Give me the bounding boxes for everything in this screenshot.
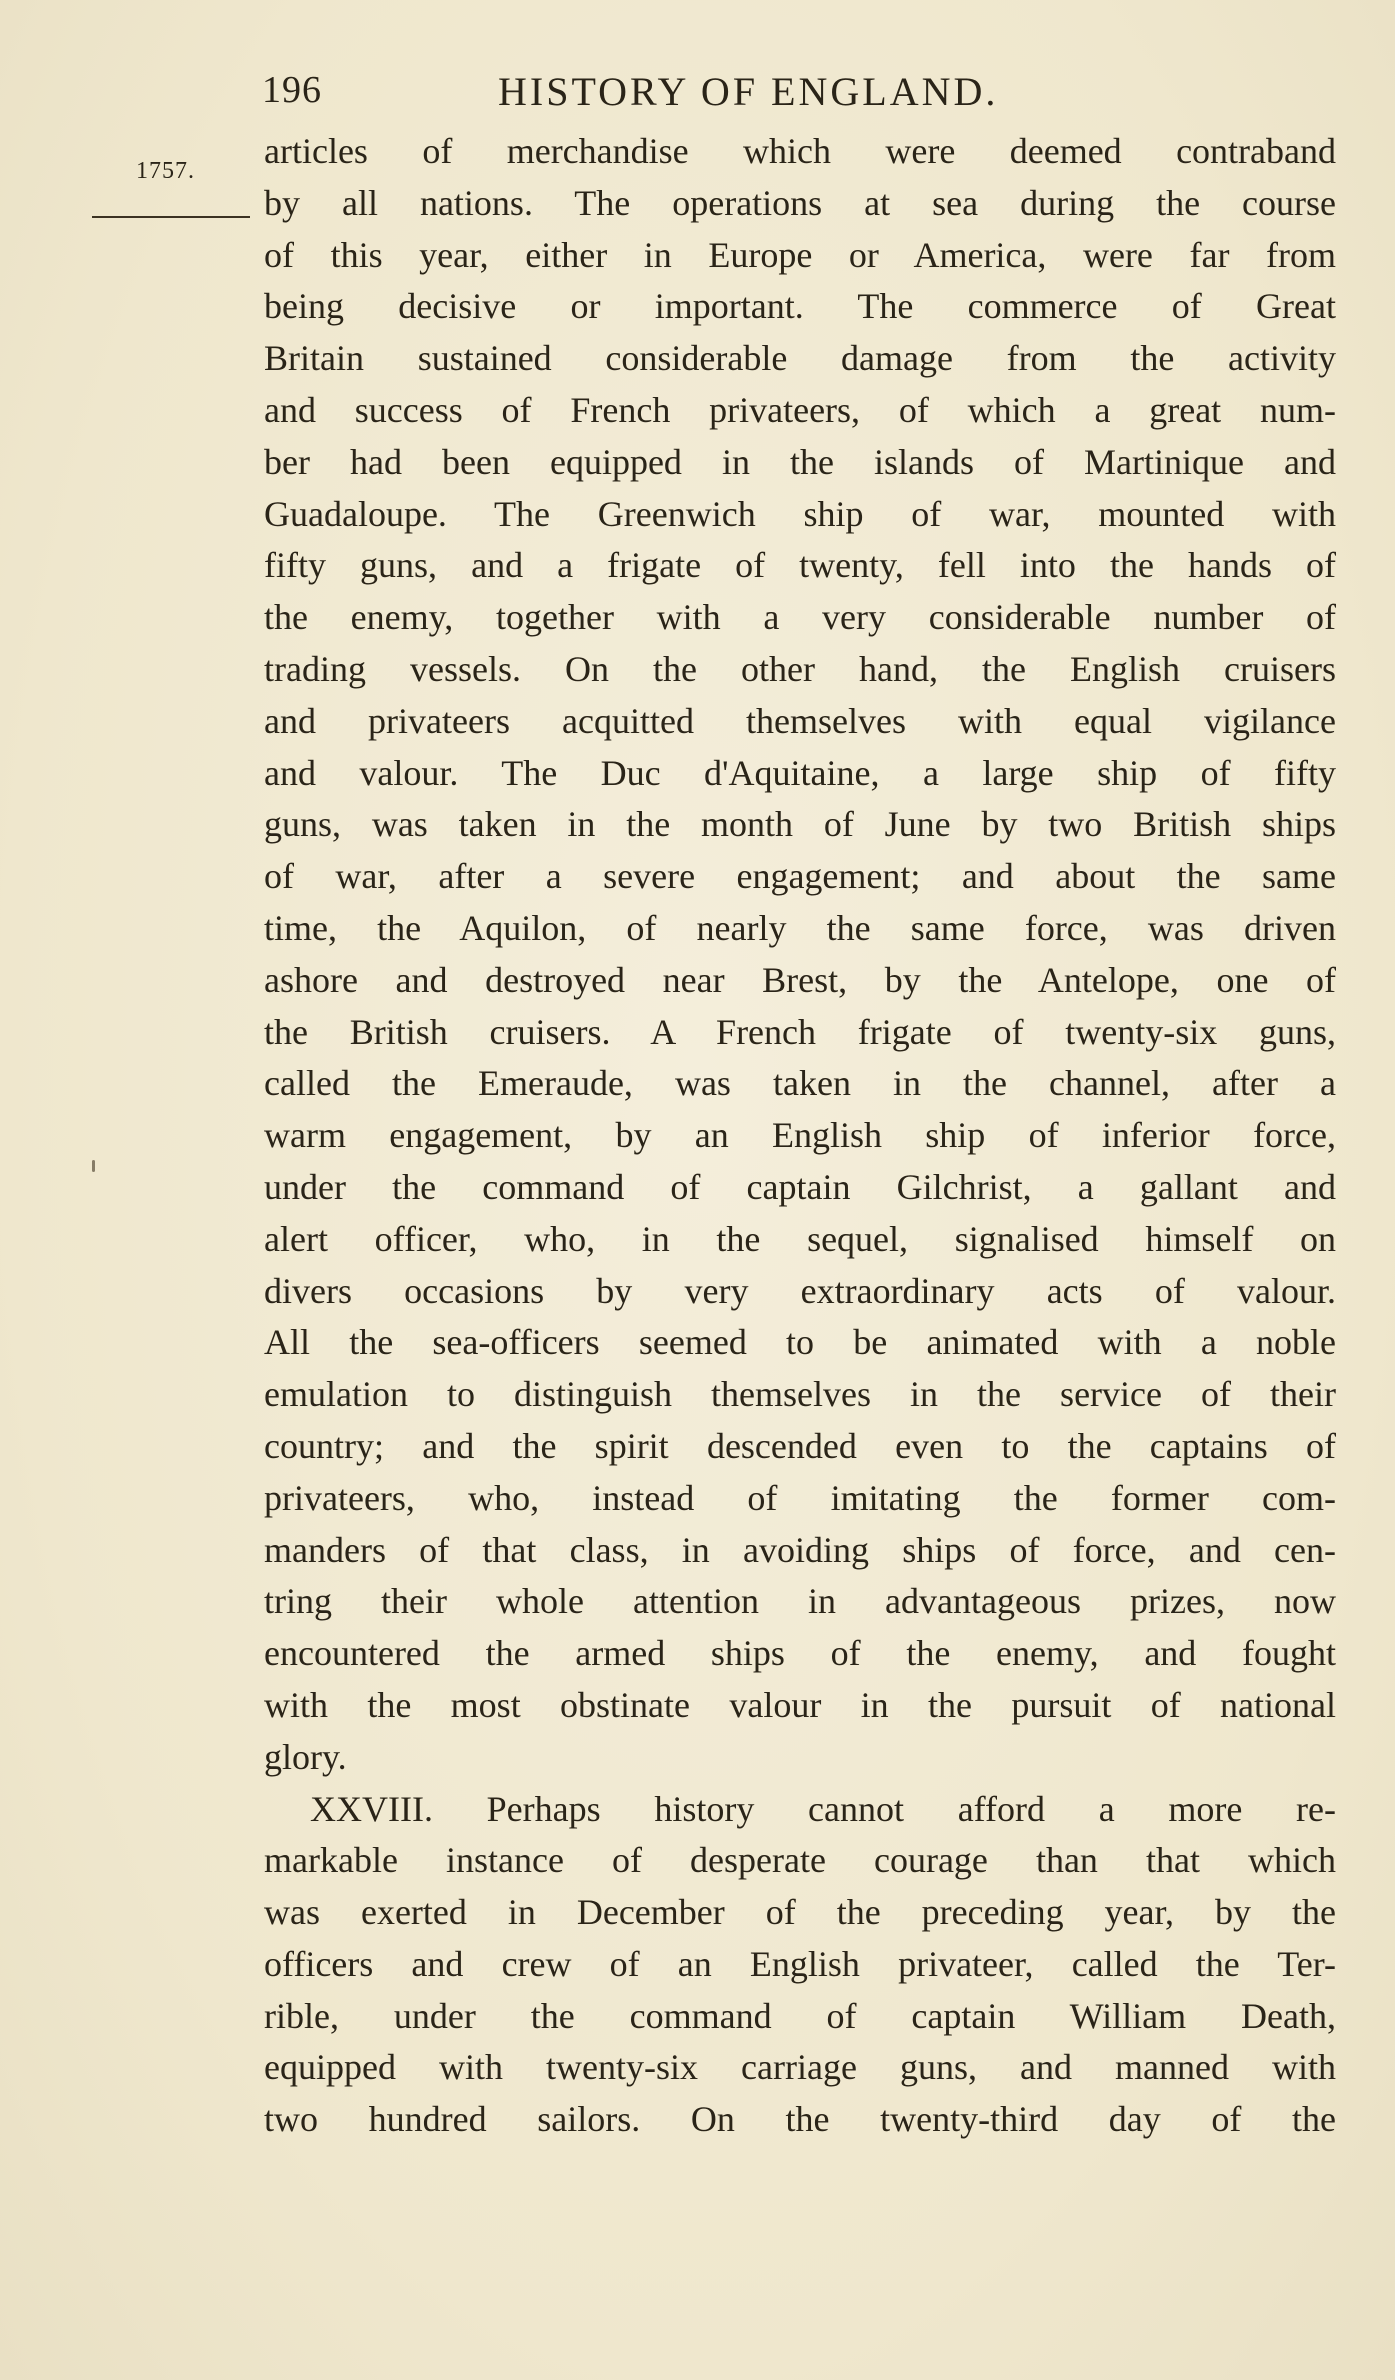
text-line: emulation to distinguish themselves in the service of their (264, 1374, 1336, 1415)
text-line: and success of French privateers, of which a great num- (264, 389, 1336, 430)
text-line: and privateers acquitted themselves with equal vigilance (264, 700, 1336, 741)
text-line: privateers, who, instead of imitating the former com- (264, 1477, 1336, 1518)
text-line: with the most obstinate valour in the pursuit of national (264, 1684, 1336, 1725)
text-line: officers and crew of an English privateer, called the Ter- (264, 1943, 1336, 1984)
text-line: Guadaloupe. The Greenwich ship of war, mounted with (264, 493, 1336, 534)
text-line: ashore and destroyed near Brest, by the Antelope, one of (264, 959, 1336, 1000)
text-line: articles of merchandise which were deemed contraband (264, 131, 1336, 171)
text-line: the British cruisers. A French frigate of twenty-six guns, (264, 1011, 1336, 1052)
text-line: Britain sustained considerable damage from the activity (264, 338, 1336, 379)
running-head (262, 62, 1098, 122)
text-line: equipped with twenty-six carriage guns, and manned with (264, 2047, 1336, 2088)
text-line: two hundred sailors. On the twenty-third day of the (264, 2099, 1336, 2140)
text-line: divers occasions by very extraordinary acts of valour. (264, 1270, 1336, 1311)
page-number: 196 (262, 69, 322, 111)
running-title: HISTORY OF ENGLAND. (498, 69, 999, 114)
text-line: All the sea-officers seemed to be animated with a noble (264, 1322, 1336, 1363)
text-line: called the Emeraude, was taken in the channel, after a (264, 1063, 1336, 1104)
text-line: manders of that class, in avoiding ships of force, and cen- (264, 1529, 1336, 1570)
text-line: encountered the armed ships of the enemy, and fought (264, 1633, 1336, 1674)
text-line: glory. (264, 1736, 347, 1777)
text-line: country; and the spirit descended even to the captains of (264, 1425, 1336, 1466)
text-line: and valour. The Duc d'Aquitaine, a large ship of fifty (264, 752, 1336, 793)
section-opening-line: XXVIII. Perhaps history cannot afford a more re- (310, 1788, 1336, 1829)
text-line: of this year, either in Europe or America, were far from (264, 234, 1336, 275)
text-line: markable instance of desperate courage than that which (264, 1840, 1336, 1881)
body-text (264, 126, 1336, 2146)
text-line: tring their whole attention in advantageous prizes, now (264, 1581, 1336, 1622)
text-line: guns, was taken in the month of June by two British ships (264, 804, 1336, 845)
text-line: by all nations. The operations at sea during the course (264, 182, 1336, 223)
margin-rule (92, 216, 250, 218)
text-line: time, the Aquilon, of nearly the same force, was driven (264, 907, 1336, 948)
text-line: rible, under the command of captain William Death, (264, 1995, 1336, 2036)
text-line: trading vessels. On the other hand, the English cruisers (264, 648, 1336, 689)
margin-year-note: 1757. (136, 158, 195, 184)
text-line: being decisive or important. The commerce of Great (264, 286, 1336, 327)
stray-ink-mark (92, 1160, 95, 1172)
text-line: ber had been equipped in the islands of Martinique and (264, 441, 1336, 482)
text-line: the enemy, together with a very considerable number of (264, 597, 1336, 638)
text-line: under the command of captain Gilchrist, a gallant and (264, 1166, 1336, 1207)
text-line: alert officer, who, in the sequel, signalised himself on (264, 1218, 1336, 1259)
text-line: was exerted in December of the preceding year, by the (264, 1892, 1336, 1933)
text-line: of war, after a severe engagement; and about the same (264, 856, 1336, 897)
text-line: warm engagement, by an English ship of inferior force, (264, 1115, 1336, 1156)
text-line: fifty guns, and a frigate of twenty, fell into the hands of (264, 545, 1336, 586)
